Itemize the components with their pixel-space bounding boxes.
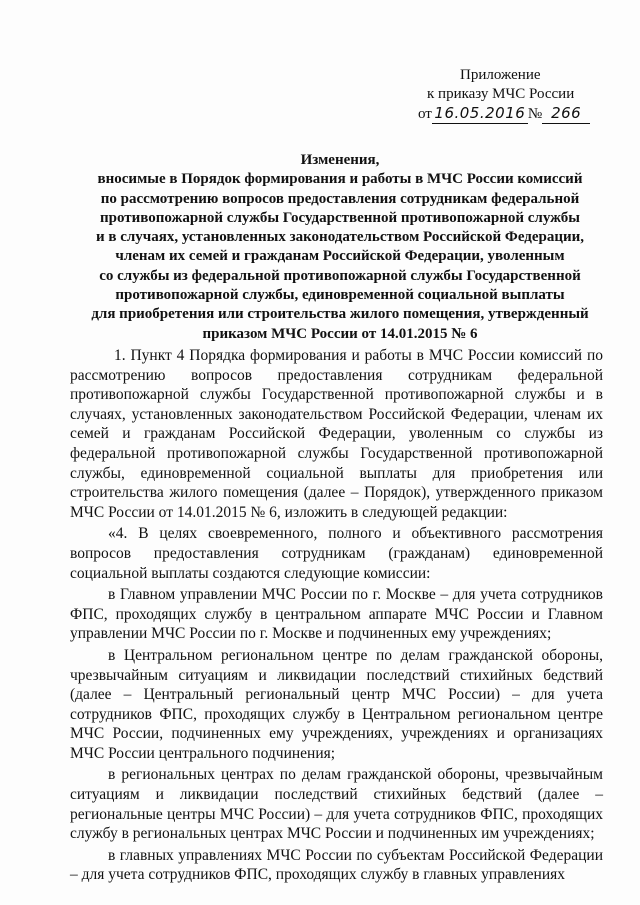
title-line: вносимые в Порядок формирования и работы в МЧС России комиссий [97,171,583,188]
title-line: Изменения, [300,152,380,168]
appendix-label: Приложение [460,67,541,83]
title-line: для приобретения или строительства жилого помещения, утвержденный [91,306,589,323]
order-date-number [418,104,588,124]
title-line: и в случаях, установленных законодательством Российской Федерации, [95,229,585,246]
title-line: членам их семей и гражданам Российской Федерации, уволенным [115,248,565,265]
document-body [70,346,603,887]
paragraph: в главных управлениях МЧС России по субъектам Российской Федерации – для учета сотрудников ФПС, проходящих службу в главных управлениях [70,846,603,884]
number-prefix: № [527,106,543,122]
paragraph: в региональных центрах по делам гражданской обороны, чрезвычайным ситуациям и ликвидации последствий стихийных бедствий (далее – региональные центры МЧС России) – для учета сотрудников ФПС, проходящих службу в региональных центрах МЧС России и подчиненных им учреждениях; [70,766,603,843]
paragraph: «4. В целях своевременного, полного и объективного рассмотрения вопросов предоставления сотрудникам (гражданам) единовременной социальной выплаты создаются следующие комиссии: [70,525,603,582]
appendix-header [418,66,588,124]
title-line: приказом МЧС России от 14.01.2015 № 6 [202,325,478,342]
order-reference: к приказу МЧС России [427,86,575,102]
title-line: противопожарной службы, единовременной социальной выплаты [115,287,565,304]
title-line: противопожарной службы Государственной противопожарной службы [99,209,581,226]
title-line: со службы из федеральной противопожарной службы Государственной [99,267,581,284]
date-prefix: от [418,106,432,122]
title-line: по рассмотрению вопросов предоставления сотрудникам федеральной [100,190,580,207]
paragraph: 1. Пункт 4 Порядка формирования и работы в МЧС России комиссий по рассмотрению вопросов предоставления сотрудникам федеральной противопожарной службы Государственной противопожарной службы и в случаях, установленных законодательством Российской Федерации, членам их семей и гражданам Российской Федерации, уволенным со службы из федеральной противопожарной службы Государственной противопожарной службы, единовременной социальной выплаты для приобретения или строительства жилого помещения (далее – Порядок), утвержденного приказом МЧС России от 14.01.2015 № 6, изложить в следующей редакции: [70,347,603,521]
handwritten-date: 16.05.2016 [432,104,528,124]
document-title [70,151,610,344]
paragraph: в Центральном региональном центре по делам гражданской обороны, чрезвычайным ситуациям и ликвидации последствий стихийных бедствий (далее – Центральный региональный центр МЧС России) – для учета сотрудников ФПС, проходящих службу в Центральном региональном центре МЧС России, подчиненных ему учреждениях, учреждениях и организациях МЧС России центрального подчинения; [70,646,603,762]
paragraph: в Главном управлении МЧС России по г. Москве – для учета сотрудников ФПС, проходящих службу в центральном аппарате МЧС России и Главном управлении МЧС России по г. Москве и подчиненных ему учреждениях; [70,586,603,643]
handwritten-number: 266 [542,104,590,124]
